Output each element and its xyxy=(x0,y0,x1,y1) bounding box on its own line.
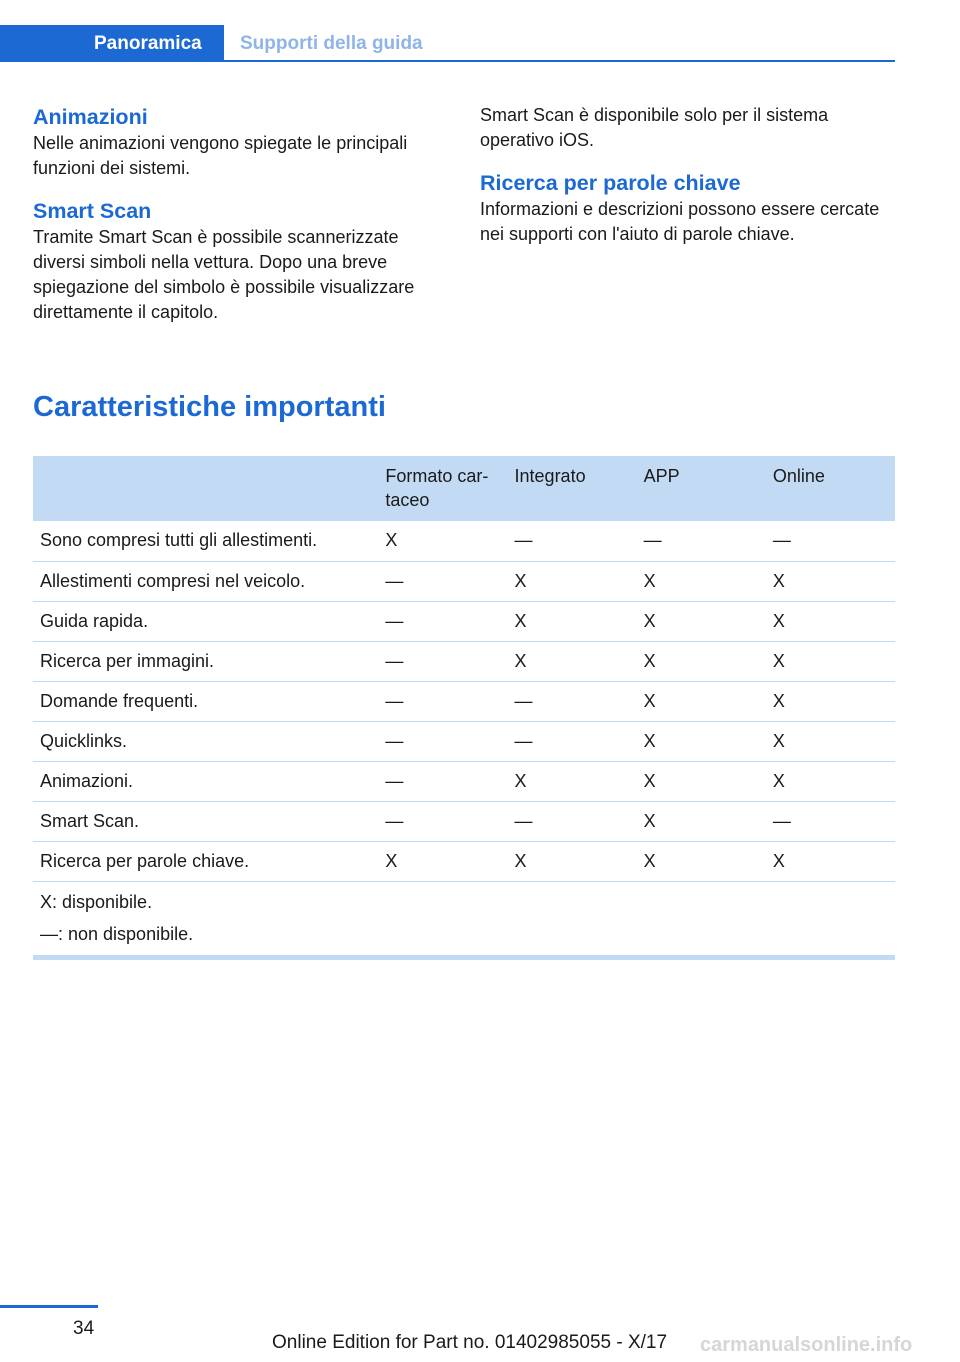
section-ricerca-parole-chiave xyxy=(480,169,895,247)
feature-label-cell: Ricerca per parole chiave. xyxy=(33,841,378,881)
legend-unavailable: —: non disponibile. xyxy=(40,923,194,944)
feature-label-cell: Ricerca per immagini. xyxy=(33,641,378,681)
availability-cell: X xyxy=(508,761,637,801)
table-row xyxy=(33,761,895,801)
availability-cell: — xyxy=(378,641,507,681)
table-row xyxy=(33,841,895,881)
availability-cell: X xyxy=(637,721,766,761)
table-header-cell xyxy=(33,456,378,521)
section-animazioni xyxy=(33,103,453,181)
availability-cell: — xyxy=(378,681,507,721)
edition-note: Online Edition for Part no. 01402985055 - X/17 xyxy=(272,1332,668,1353)
table-row xyxy=(33,561,895,601)
availability-cell: X xyxy=(637,761,766,801)
availability-cell: X xyxy=(766,721,895,761)
table-row xyxy=(33,601,895,641)
section-smart-scan xyxy=(33,197,453,325)
availability-cell: — xyxy=(508,521,637,561)
table-header-row xyxy=(33,456,895,521)
availability-cell: X xyxy=(766,761,895,801)
availability-cell: X xyxy=(766,561,895,601)
feature-label-cell: Domande frequenti. xyxy=(33,681,378,721)
tab-supporti-della-guida[interactable]: Supporti della guida xyxy=(240,33,423,54)
table-header-cell: APP xyxy=(637,456,766,521)
availability-cell: X xyxy=(766,641,895,681)
availability-cell: X xyxy=(766,601,895,641)
availability-cell: — xyxy=(378,561,507,601)
intro-text: Smart Scan è disponibile solo per il sistema operativo iOS. xyxy=(480,105,829,150)
table-header-cell: Integrato xyxy=(508,456,637,521)
table-row xyxy=(33,521,895,561)
page-number: 34 xyxy=(73,1318,95,1339)
availability-cell: X xyxy=(378,841,507,881)
availability-cell: — xyxy=(766,801,895,841)
footer-rule xyxy=(0,1305,98,1308)
table-header-cell: Online xyxy=(766,456,895,521)
availability-cell: — xyxy=(508,721,637,761)
table-row xyxy=(33,681,895,721)
availability-cell: — xyxy=(378,801,507,841)
section-title: Animazioni xyxy=(33,105,148,129)
intro-paragraph xyxy=(480,103,895,153)
availability-cell: — xyxy=(378,601,507,641)
section-text: Informazioni e descrizioni possono essere cercate nei supporti con l'aiuto di parole chiave. xyxy=(480,199,880,244)
availability-cell: X xyxy=(508,641,637,681)
availability-cell: X xyxy=(508,601,637,641)
availability-cell: X xyxy=(637,681,766,721)
availability-cell: X xyxy=(508,561,637,601)
left-column xyxy=(33,103,453,341)
section-title: Smart Scan xyxy=(33,199,152,223)
feature-label-cell: Guida rapida. xyxy=(33,601,378,641)
table-legend xyxy=(33,881,895,957)
feature-label-cell: Allestimenti compresi nel veicolo. xyxy=(33,561,378,601)
availability-cell: X xyxy=(637,801,766,841)
table-header-cell: Formato cartaceo xyxy=(378,456,507,521)
availability-cell: — xyxy=(508,801,637,841)
availability-cell: — xyxy=(637,521,766,561)
section-text: Nelle animazioni vengono spiegate le principali funzioni dei sistemi. xyxy=(33,133,408,178)
section-text: Tramite Smart Scan è possibile scannerizzate diversi simboli nella vettura. Dopo una breve spiegazione del simbolo è possibile visualizzare direttamente il capitolo. xyxy=(33,227,415,322)
availability-cell: — xyxy=(766,521,895,561)
table-row xyxy=(33,641,895,681)
feature-label-cell: Smart Scan. xyxy=(33,801,378,841)
availability-cell: X xyxy=(637,641,766,681)
availability-cell: X xyxy=(378,521,507,561)
feature-label-cell: Sono compresi tutti gli allestimenti. xyxy=(33,521,378,561)
availability-cell: X xyxy=(766,681,895,721)
features-table xyxy=(33,456,895,960)
section-title: Ricerca per parole chiave xyxy=(480,171,741,195)
availability-cell: X xyxy=(508,841,637,881)
availability-cell: X xyxy=(766,841,895,881)
legend-available: X: disponibile. xyxy=(40,891,153,912)
availability-cell: — xyxy=(508,681,637,721)
availability-cell: — xyxy=(378,761,507,801)
table-row xyxy=(33,721,895,761)
header-tabs xyxy=(0,25,895,62)
watermark: carmanualsonline.info xyxy=(700,1334,913,1356)
feature-label-cell: Animazioni. xyxy=(33,761,378,801)
availability-cell: X xyxy=(637,601,766,641)
tab-panoramica[interactable]: Panoramica xyxy=(0,25,224,62)
availability-cell: — xyxy=(378,721,507,761)
table-row xyxy=(33,801,895,841)
page-section-title: Caratteristiche importanti xyxy=(33,391,386,423)
availability-cell: X xyxy=(637,561,766,601)
feature-label-cell: Quicklinks. xyxy=(33,721,378,761)
right-column xyxy=(480,103,895,263)
table-legend-row xyxy=(33,881,895,957)
availability-cell: X xyxy=(637,841,766,881)
table-body xyxy=(33,521,895,881)
